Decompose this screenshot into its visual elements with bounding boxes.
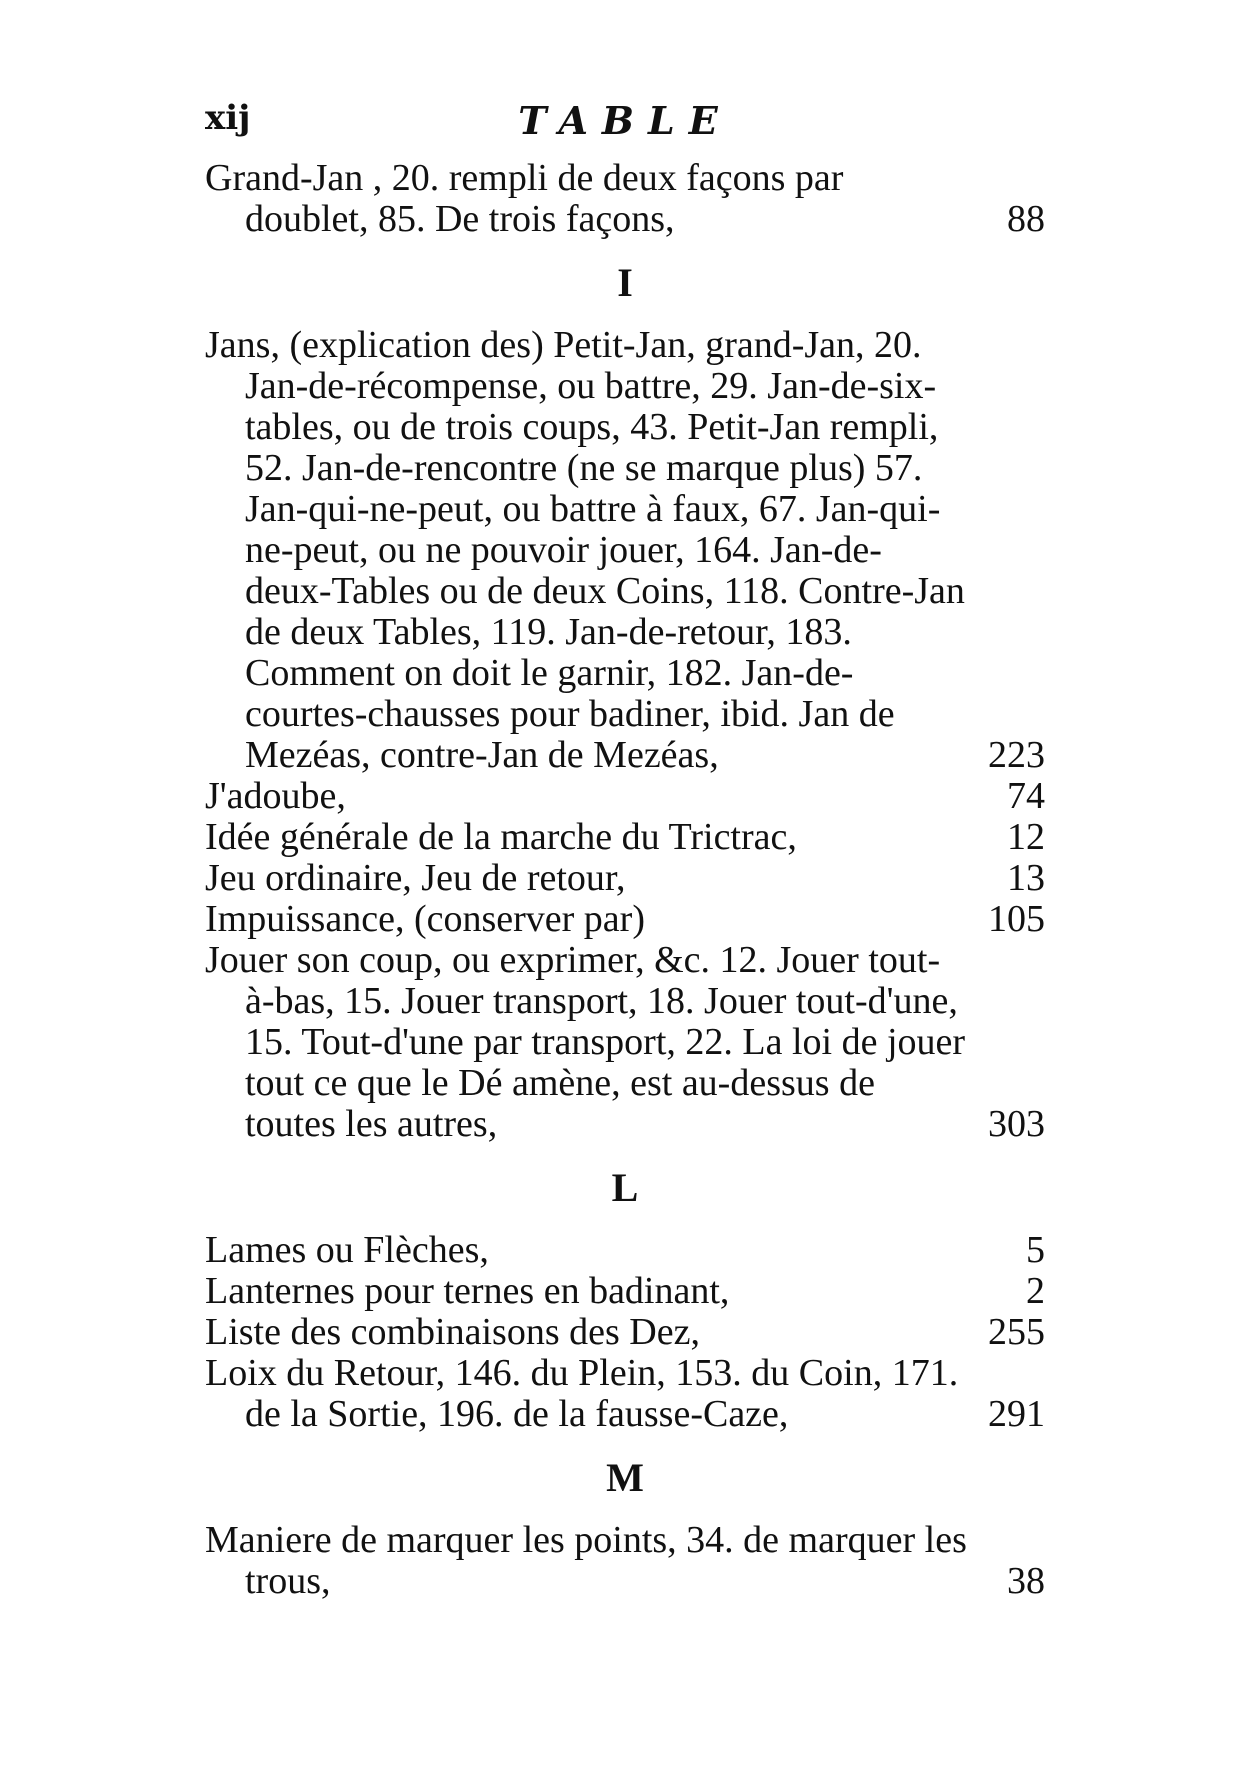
index-entry xyxy=(205,817,1045,858)
entry-text: Jouer son coup, ou exprimer, &c. 12. Jouer tout-à-bas, 15. Jouer transport, 18. Jouer tout-d'une, 15. Tout-d'une par transport, 22. La loi de jouer tout ce que le Dé amène, est au-dessus de toutes les autres, xyxy=(205,939,966,1145)
folio: xij xyxy=(205,98,251,138)
entry-page: 13 xyxy=(1007,857,1045,899)
section-letter-l: L xyxy=(611,1165,639,1210)
entry-page: 38 xyxy=(1007,1560,1045,1602)
index-entry xyxy=(205,325,1045,776)
entry-text: Maniere de marquer les points, 34. de marquer les trous, xyxy=(205,1519,967,1602)
entry-page: 255 xyxy=(988,1311,1045,1353)
entry-page: 88 xyxy=(1007,198,1045,240)
page-header xyxy=(205,98,1045,148)
entry-text: Jeu ordinaire, Jeu de retour, xyxy=(205,857,626,899)
index-entry xyxy=(205,776,1045,817)
index-text xyxy=(205,158,1045,1602)
index-entry xyxy=(205,158,1045,240)
entry-text: Lames ou Flèches, xyxy=(205,1229,489,1271)
entry-page: 74 xyxy=(1007,775,1045,817)
index-entry xyxy=(205,940,1045,1145)
index-entry xyxy=(205,1230,1045,1271)
index-entry xyxy=(205,899,1045,940)
index-entry xyxy=(205,858,1045,899)
entry-page: 5 xyxy=(1026,1229,1045,1271)
entry-text: Jans, (explication des) Petit-Jan, grand-Jan, 20. Jan-de-récompense, ou battre, 29. Jan-de-six-tables, ou de trois coups, 43. Petit-Jan rempli, 52. Jan-de-rencontre (ne se marque plus) 57. Jan-qui-ne-peut, ou battre à faux, 67. Jan-qui-ne-peut, ou ne pouvoir jouer, 164. Jan-de-deux-Tables ou de deux Coins, 118. Contre-Jan de deux Tables, 119. Jan-de-retour, 183. Comment on doit le garnir, 182. Jan-de-courtes-chausses pour badiner, ibid. Jan de Mezéas, contre-Jan de Mezéas, xyxy=(205,324,965,776)
entry-text: Grand-Jan , 20. rempli de deux façons par doublet, 85. De trois façons, xyxy=(205,157,844,240)
entry-page: 105 xyxy=(988,898,1045,940)
entry-text: Impuissance, (conserver par) xyxy=(205,898,645,940)
entry-page: 303 xyxy=(988,1103,1045,1145)
entry-text: Lanternes pour ternes en badinant, xyxy=(205,1270,730,1312)
entry-page: 223 xyxy=(988,734,1045,776)
section-letter-m: M xyxy=(606,1455,644,1500)
running-head: TABLE xyxy=(518,98,732,143)
entry-text: Loix du Retour, 146. du Plein, 153. du Coin, 171. de la Sortie, 196. de la fausse-Caze, xyxy=(205,1352,959,1435)
entry-page: 12 xyxy=(1007,816,1045,858)
entry-text: J'adoube, xyxy=(205,775,346,817)
index-entry xyxy=(205,1353,1045,1435)
entry-text: Idée générale de la marche du Trictrac, xyxy=(205,816,797,858)
section-letter-i: I xyxy=(617,260,633,305)
index-entry xyxy=(205,1520,1045,1602)
entry-page: 291 xyxy=(988,1393,1045,1435)
entry-page: 2 xyxy=(1026,1270,1045,1312)
index-entry xyxy=(205,1271,1045,1312)
entry-text: Liste des combinaisons des Dez, xyxy=(205,1311,700,1353)
index-entry xyxy=(205,1312,1045,1353)
